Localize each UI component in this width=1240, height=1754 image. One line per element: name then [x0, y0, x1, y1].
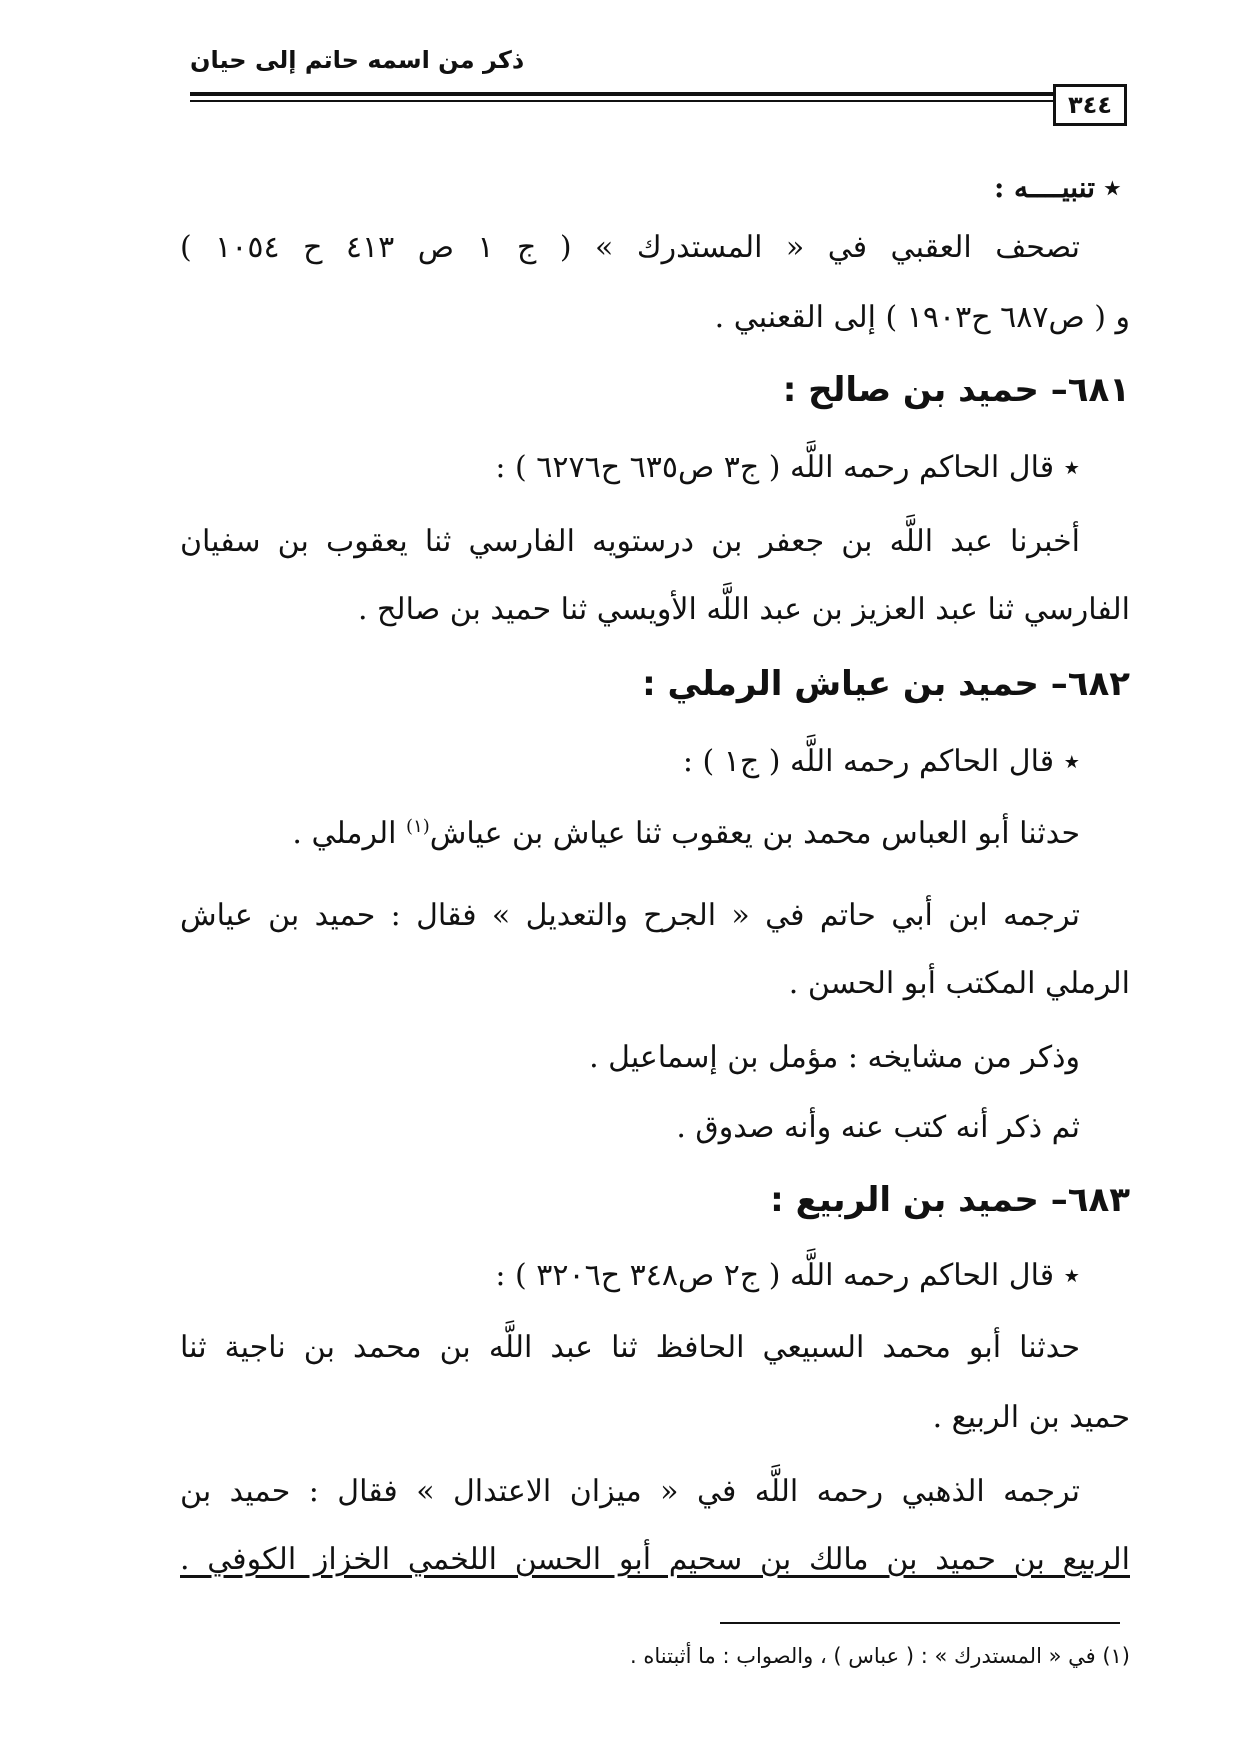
source-text: قال الحاكم رحمه اللَّه ( ج٣ ص٦٣٥ ح٦٢٧٦ ) :	[495, 450, 1055, 485]
page-number: ٣٤٤	[1053, 84, 1127, 126]
footnote-rule	[720, 1622, 1120, 1624]
entry-heading: ٦٨٢– حميد بن عياش الرملي :	[642, 664, 1130, 704]
text-line: أخبرنا عبد اللَّه بن جعفر بن درستويه الفارسي ثنا يعقوب بن سفيان	[180, 524, 1080, 559]
text-line: حدثنا أبو محمد السبيعي الحافظ ثنا عبد اللَّه بن محمد بن ناجية ثنا	[180, 1330, 1080, 1365]
text-line: و ( ص٦٨٧ ح١٩٠٣ ) إلى القعنبي .	[714, 300, 1130, 335]
text-line: الربيع بن حميد بن مالك بن سحيم أبو الحسن اللخمي الخزاز الكوفي .	[180, 1542, 1130, 1577]
source-text: قال الحاكم رحمه اللَّه ( ج٢ ص٣٤٨ ح٣٢٠٦ ) :	[495, 1258, 1055, 1293]
header-rule-thin	[190, 100, 1053, 102]
text-line: وذكر من مشايخه : مؤمل بن إسماعيل .	[589, 1040, 1080, 1075]
footnote: (١) في « المستدرك » : ( عباس ) ، والصواب : ما أثبتناه .	[630, 1644, 1130, 1668]
bullet-icon: ٭	[1063, 744, 1080, 779]
bullet-icon: ٭	[1063, 450, 1080, 485]
text-line: ثم ذكر أنه كتب عنه وأنه صدوق .	[676, 1110, 1080, 1145]
text-line: ترجمه الذهبي رحمه اللَّه في « ميزان الاعتدال » فقال : حميد بن	[180, 1474, 1080, 1509]
running-title: ذكر من اسمه حاتم إلى حيان	[190, 46, 525, 74]
footnote-reference: (١)	[406, 816, 430, 837]
source-text: قال الحاكم رحمه اللَّه ( ج١ ) :	[682, 744, 1055, 779]
text-line: الرملي المكتب أبو الحسن .	[788, 966, 1130, 1001]
text-line: ترجمه ابن أبي حاتم في « الجرح والتعديل » فقال : حميد بن عياش	[180, 898, 1080, 933]
entry-heading: ٦٨١– حميد بن صالح :	[782, 370, 1130, 410]
entry-heading: ٦٨٣– حميد بن الربيع :	[770, 1180, 1130, 1220]
text-line: الفارسي ثنا عبد العزيز بن عبد اللَّه الأويسي ثنا حميد بن صالح .	[357, 592, 1130, 627]
text-line: حدثنا أبو العباس محمد بن يعقوب ثنا عياش بن عياش$^{(١)}$ الرملي .	[292, 816, 1080, 851]
text-line: حميد بن الربيع .	[932, 1400, 1130, 1435]
source-line	[495, 1254, 1080, 1298]
header-rule-thick	[190, 92, 1053, 96]
text-line: تصحف العقبي في « المستدرك » ( ج ١ ص ٤١٣ ح ١٠٥٤ )	[180, 230, 1080, 265]
note-heading: ٭ تنبيــــه :	[993, 171, 1120, 204]
bullet-icon: ٭	[1063, 1258, 1080, 1293]
source-line	[495, 446, 1080, 490]
source-line	[683, 740, 1080, 784]
